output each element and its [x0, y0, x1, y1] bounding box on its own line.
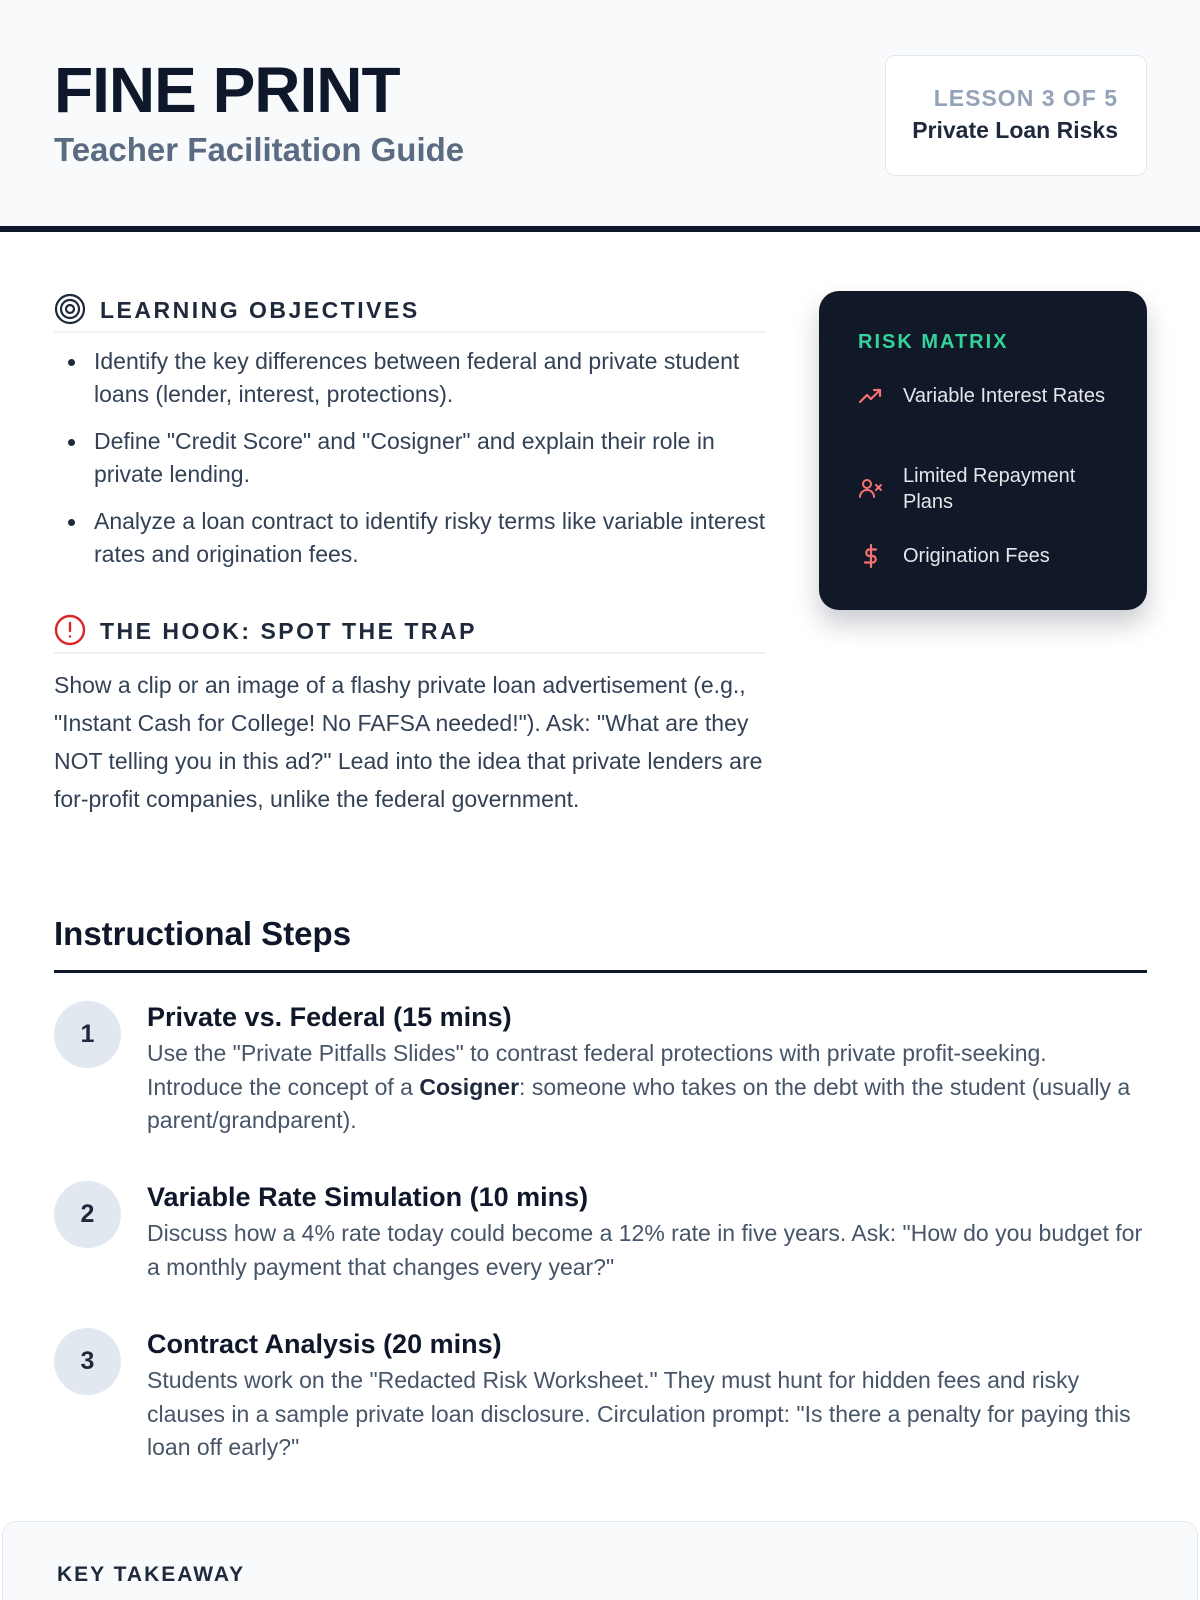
key-takeaway-label: KEY TAKEAWAY	[57, 1563, 246, 1586]
page-subtitle: Teacher Facilitation Guide	[54, 131, 465, 168]
objectives-heading	[54, 293, 766, 333]
dollar-sign-icon	[858, 543, 884, 569]
risk-item-label: Limited Repayment Plans	[903, 465, 1076, 513]
step-description: Discuss how a 4% rate today could become a 12% rate in five years. Ask: "How do you budget for a monthly payment that changes every year?"	[147, 1220, 1143, 1280]
objectives-heading-label: LEARNING OBJECTIVES	[100, 297, 420, 323]
step-number-badge: 2	[54, 1181, 121, 1248]
step-body	[147, 1181, 1147, 1284]
step-description: Use the "Private Pitfalls Slides" to contrast federal protections with private profit-seeking. Introduce the concept of a Cosigner: someone who takes on the debt with the student (usually a parent/grandparent).	[147, 1040, 1131, 1133]
lesson-counter: LESSON 3 OF 5	[933, 85, 1118, 111]
trending-up-icon	[858, 383, 884, 409]
step-title: Variable Rate Simulation (10 mins)	[147, 1182, 589, 1212]
step-title: Private vs. Federal (15 mins)	[147, 1002, 512, 1032]
page-header	[0, 0, 1200, 232]
key-takeaway-panel	[2, 1521, 1198, 1600]
objective-item: Analyze a loan contract to identify risky terms like variable interest rates and origination fees.	[54, 505, 766, 571]
step-number-badge: 3	[54, 1328, 121, 1395]
risk-item-variable-rates	[858, 383, 1118, 409]
steps-divider	[54, 970, 1147, 973]
risk-item-label: Origination Fees	[903, 545, 1050, 567]
step-number-badge: 1	[54, 1001, 121, 1068]
risk-matrix-title: RISK MATRIX	[858, 331, 1009, 353]
objective-item: Define "Credit Score" and "Cosigner" and explain their role in private lending.	[54, 425, 766, 491]
user-x-icon	[858, 476, 884, 502]
hook-heading-label: THE HOOK: SPOT THE TRAP	[100, 618, 477, 644]
hook-heading	[54, 614, 766, 654]
risk-item-repayment-plans	[858, 463, 1118, 515]
step-body	[147, 1001, 1147, 1138]
objectives-list	[54, 345, 766, 585]
alert-circle-icon	[54, 614, 86, 646]
page-title: FINE PRINT	[54, 54, 400, 126]
target-icon	[54, 293, 86, 325]
step-body	[147, 1328, 1147, 1465]
risk-item-origination-fees	[858, 543, 1118, 569]
risk-matrix-card	[819, 291, 1147, 610]
cosigner-term: Cosigner	[419, 1073, 520, 1100]
risk-item-label: Variable Interest Rates	[903, 385, 1105, 407]
lesson-name: Private Loan Risks	[912, 117, 1118, 143]
step-title: Contract Analysis (20 mins)	[147, 1329, 502, 1359]
hook-text: Show a clip or an image of a flashy private loan advertisement (e.g., "Instant Cash for College! No FAFSA needed!"). Ask: "What are they NOT telling you in this ad?" Lead into the idea that private lenders are for-profit companies, unlike the federal government.	[54, 672, 763, 812]
lesson-badge	[885, 55, 1147, 176]
objective-item: Identify the key differences between federal and private student loans (lender, interest, protections).	[54, 345, 766, 411]
step-description: Students work on the "Redacted Risk Worksheet." They must hunt for hidden fees and risky clauses in a sample private loan disclosure. Circulation prompt: "Is there a penalty for paying this loan off early?"	[147, 1367, 1131, 1460]
steps-heading: Instructional Steps	[54, 915, 352, 952]
